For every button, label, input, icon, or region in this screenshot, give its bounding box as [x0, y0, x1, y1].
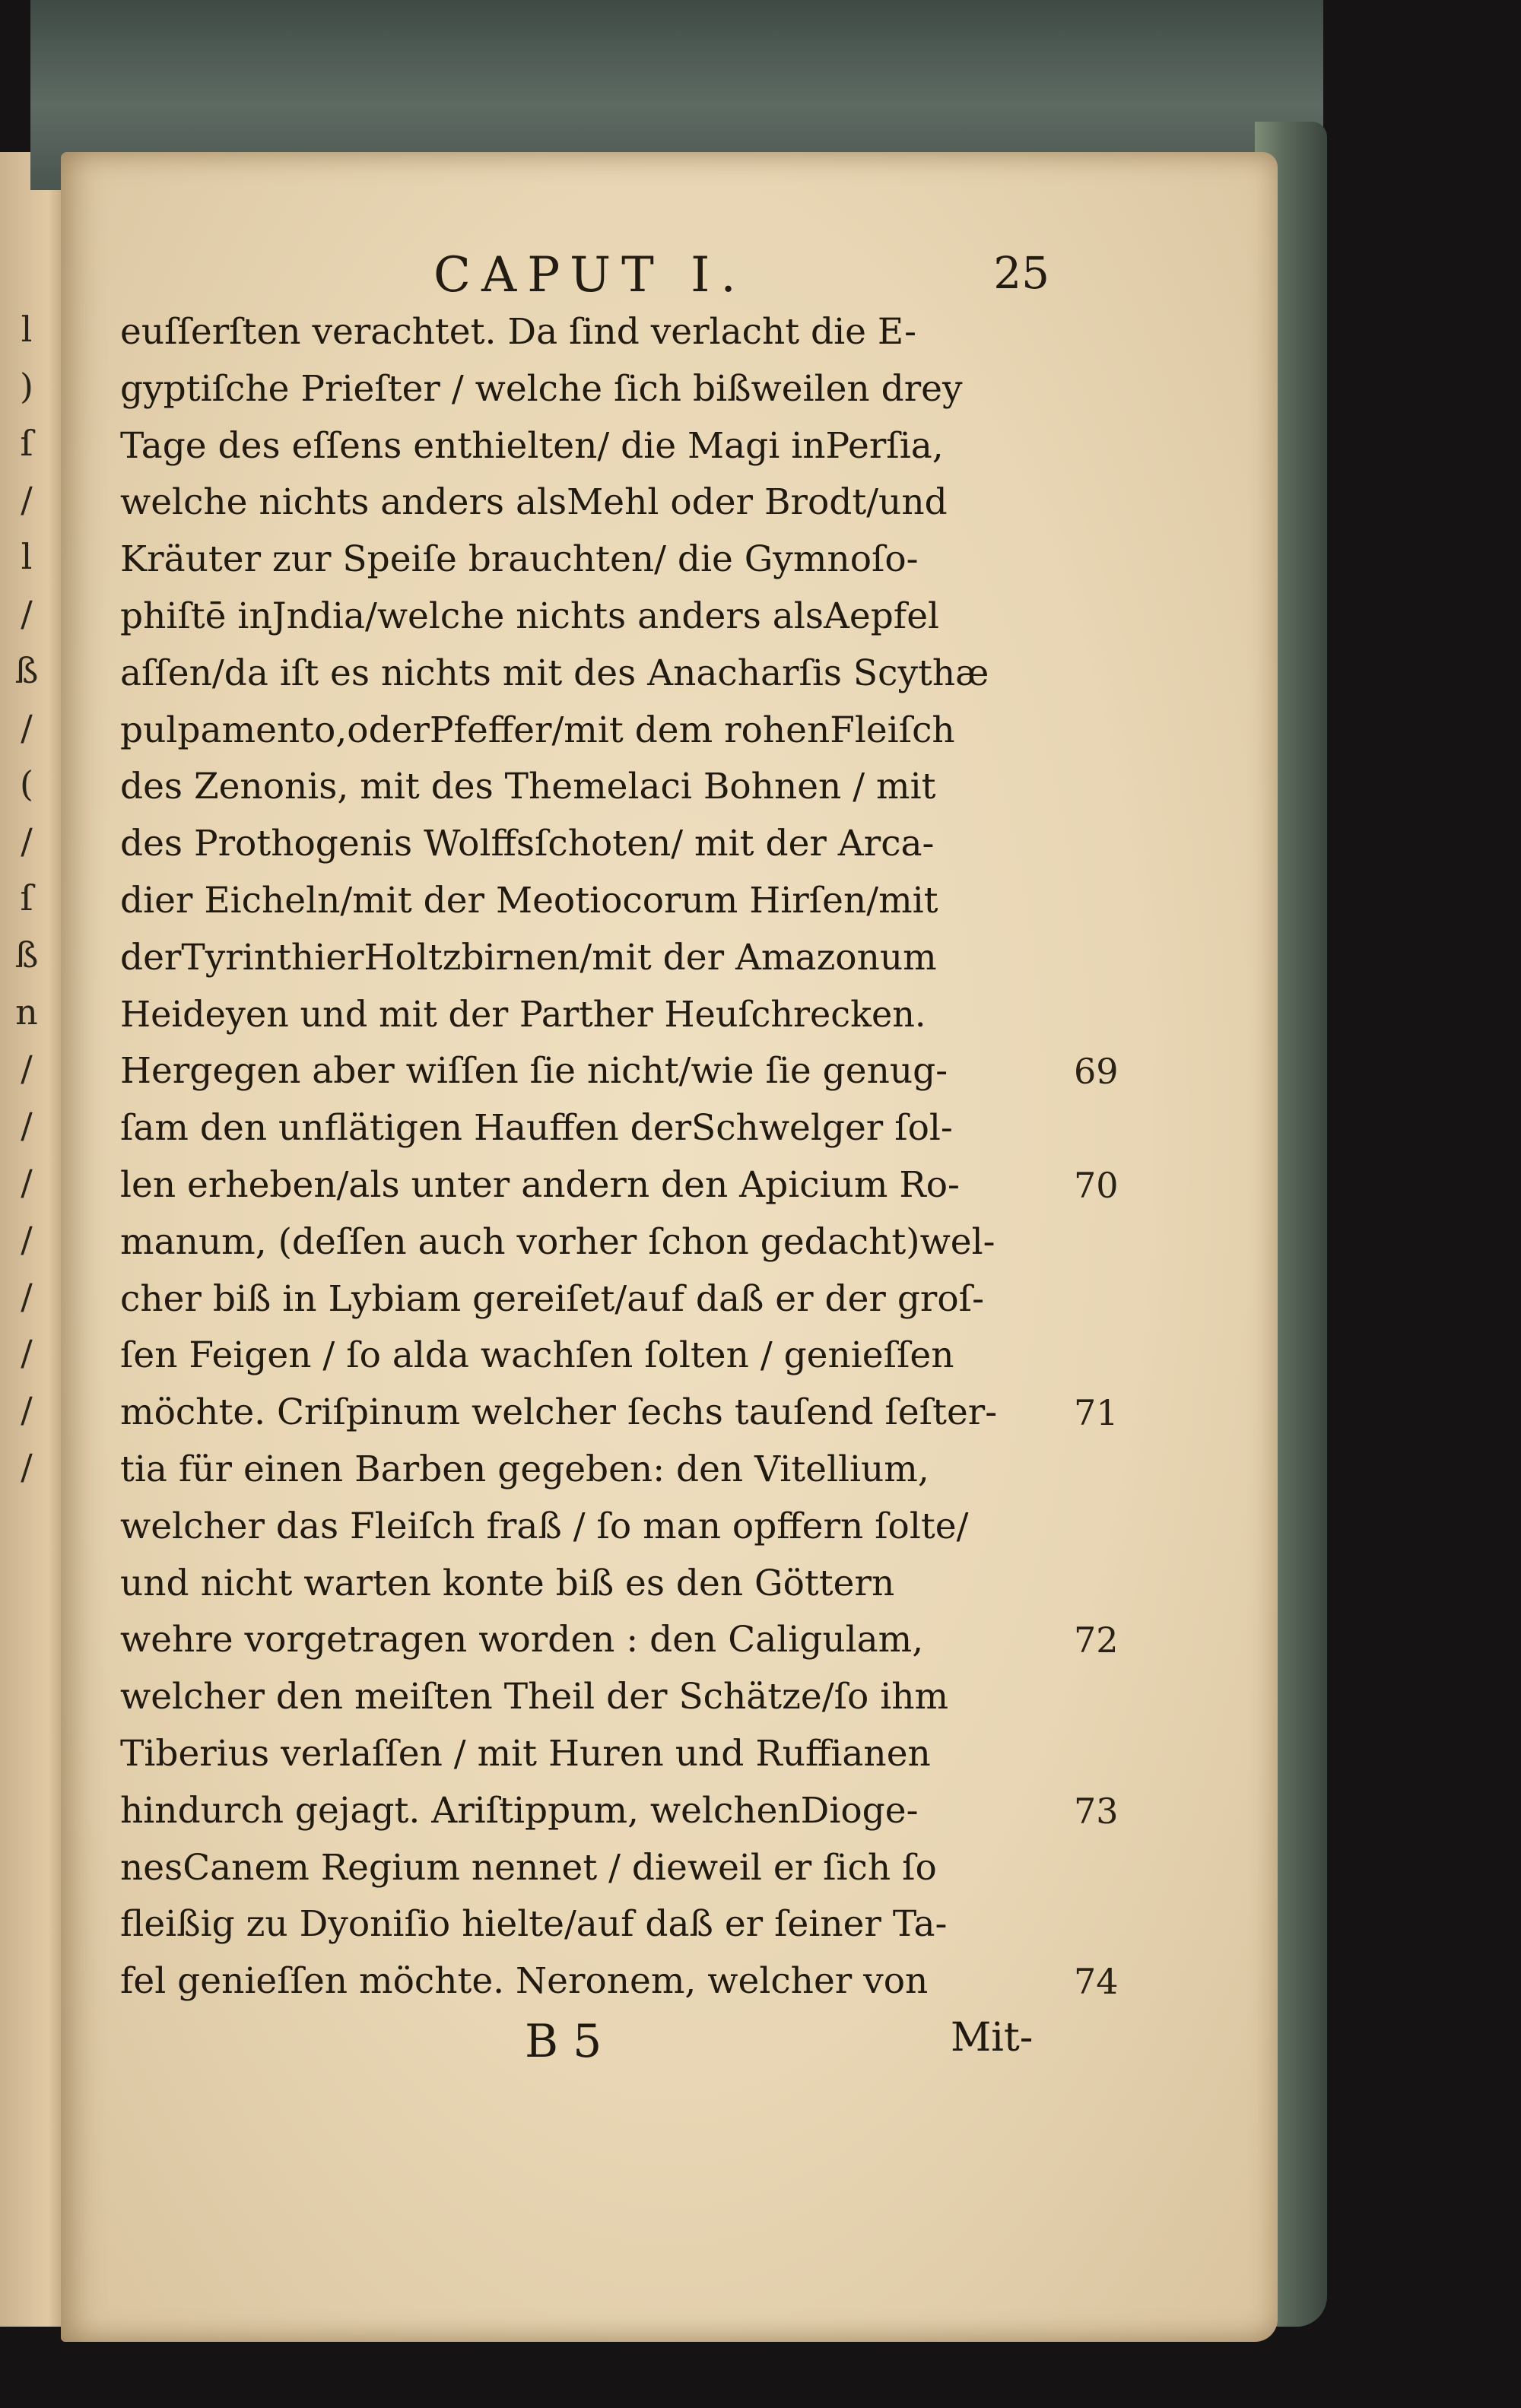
text-line: ſen Feigen / ſo alda wachſen ſolten / genieſſen	[120, 1334, 954, 1377]
text-line: derTyrinthierHoltzbirnen/mit der Amazonum	[120, 936, 937, 979]
text-line: welcher den meiſten Theil der Schätze/ſo ihm	[120, 1676, 949, 1718]
text-line: des Prothogenis Wolffsſchoten/ mit der Arca-	[120, 823, 935, 865]
text-line: gyptiſche Prieſter / welche ſich bißweilen drey	[120, 367, 963, 410]
text-line: manum, (deſſen auch vorher ſchon gedacht)wel-	[120, 1220, 995, 1263]
marginal-number: 72	[1074, 1620, 1119, 1661]
text-line: und nicht warten konte biß es den Göttern	[120, 1562, 895, 1604]
text-line: cher biß in Lybiam gereiſet/auf daß er der groſ-	[120, 1277, 984, 1320]
gutter-fragment: /	[21, 820, 33, 862]
text-line: des Zenonis, mit des Themelaci Bohnen / mit	[120, 766, 936, 808]
marginal-number: 69	[1074, 1051, 1119, 1093]
text-line: aſſen/da iſt es nichts mit des Anacharſis Scythæ	[120, 652, 989, 694]
text-line: welcher das Fleiſch fraß / ſo man opffern ſolte/	[120, 1505, 969, 1547]
text-line: Heideyen und mit der Parther Heuſchrecken.	[120, 993, 926, 1036]
gutter-fragment: )	[20, 365, 33, 407]
text-line: tia für einen Barben gegeben: den Vitellium,	[120, 1448, 929, 1490]
gutter-fragment: /	[21, 1332, 33, 1374]
text-line: wehre vorgetragen worden : den Caligulam,	[120, 1619, 924, 1661]
gutter-fragment: /	[21, 706, 33, 748]
text-line: möchte. Criſpinum welcher ſechs tauſend ſeſter-	[120, 1391, 998, 1434]
gutter-fragment: /	[21, 1446, 33, 1487]
gutter-fragment: ſ	[20, 877, 33, 918]
marginal-number: 73	[1074, 1790, 1119, 1832]
gutter-fragment: /	[21, 1275, 33, 1317]
page-number: 25	[993, 247, 1049, 299]
gutter-fragment: l	[21, 536, 33, 578]
text-line: Kräuter zur Speiſe brauchten/ die Gymnoſo-	[120, 538, 919, 581]
gutter-fragment: ſ	[20, 422, 33, 464]
page-header	[433, 247, 1057, 308]
gutter-fragment: /	[21, 1389, 33, 1431]
signature-mark: B 5	[525, 2015, 602, 2068]
marginal-number: 70	[1074, 1165, 1119, 1206]
gutter-fragment: /	[21, 479, 33, 521]
body-text	[120, 304, 1071, 2010]
text-line: fleißig zu Dyoniſio hielte/auf daß er ſeiner Ta-	[120, 1903, 948, 1946]
marginal-number: 71	[1074, 1392, 1119, 1434]
text-line: dier Eicheln/mit der Meotiocorum Hirſen/mit	[120, 879, 938, 922]
text-line: hindurch gejagt. Ariſtippum, welchenDioge-	[120, 1789, 919, 1832]
gutter-fragment: /	[21, 1162, 33, 1203]
text-line: len erheben/als unter andern den Apicium Ro-	[120, 1163, 960, 1206]
marginal-number: 74	[1074, 1961, 1119, 2003]
gutter-fragment: /	[21, 1218, 33, 1260]
gutter-fragment: n	[15, 991, 38, 1033]
text-line: euſſerſten verachtet. Da ſind verlacht die E-	[120, 311, 916, 353]
text-line: Tiberius verlaſſen / mit Huren und Ruffianen	[120, 1732, 931, 1775]
running-head: CAPUT I.	[433, 247, 747, 303]
text-line: welche nichts anders alsMehl oder Brodt/und	[120, 481, 948, 524]
catchword: Mit-	[951, 2015, 1034, 2061]
gutter-fragment: /	[21, 1048, 33, 1090]
text-line: phiſtē inJndia/welche nichts anders alsAepfel	[120, 595, 940, 637]
gutter-fragment: ß	[14, 934, 39, 976]
text-line: Tage des eſſens enthielten/ die Magi inPerſia,	[120, 424, 944, 467]
gutter-fragment: /	[21, 1105, 33, 1147]
text-line: Hergegen aber wiſſen ſie nicht/wie ſie genug-	[120, 1050, 948, 1093]
text-line: nesCanem Regium nennet / dieweil er ſich ſo	[120, 1846, 937, 1889]
text-line: pulpamento,oderPfeffer/mit dem rohenFleiſch	[120, 709, 955, 751]
gutter-fragment: l	[21, 309, 33, 350]
gutter-fragment: /	[21, 593, 33, 634]
text-line: ſam den unflätigen Hauffen derSchwelger ſol-	[120, 1107, 953, 1150]
gutter-fragment: ß	[14, 649, 39, 691]
gutter-fragment: (	[20, 763, 33, 805]
text-line: fel genieſſen möchte. Neronem, welcher von	[120, 1960, 929, 2003]
